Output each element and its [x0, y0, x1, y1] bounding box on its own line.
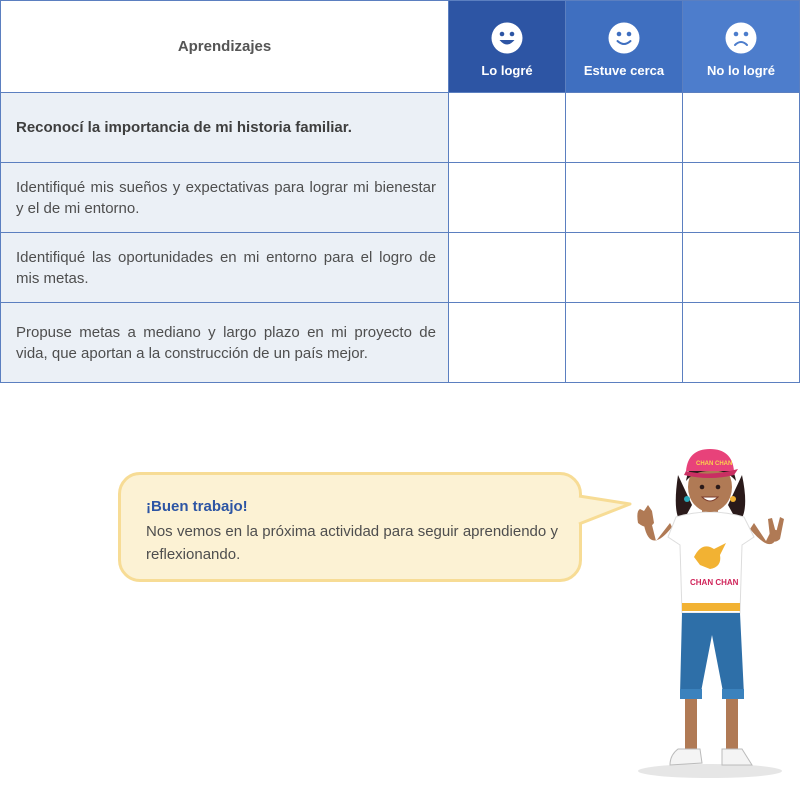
- table-row: [1, 93, 800, 163]
- check-cell-lo-logre[interactable]: [449, 303, 566, 383]
- cap-logo-text: CHAN CHAN: [696, 461, 733, 467]
- table-row: [1, 233, 800, 303]
- learning-item-text: Identifiqué las oportunidades en mi entorno para el logro de mis metas.: [1, 233, 449, 303]
- smile-big-icon: [490, 21, 524, 55]
- level-label: No lo logré: [707, 63, 775, 78]
- level-label: Estuve cerca: [583, 63, 665, 78]
- frown-icon: [724, 21, 758, 55]
- check-cell-no-lo-logre[interactable]: [683, 93, 800, 163]
- check-cell-estuve-cerca[interactable]: [566, 303, 683, 383]
- speech-bubble: [118, 472, 582, 582]
- check-cell-no-lo-logre[interactable]: [683, 163, 800, 233]
- learning-item-text: Reconocí la importancia de mi historia familiar.: [1, 93, 449, 163]
- check-cell-no-lo-logre[interactable]: [683, 303, 800, 383]
- check-cell-lo-logre[interactable]: [449, 233, 566, 303]
- bubble-text: Nos vemos en la próxima actividad para seguir aprendiendo y reflexionando.: [146, 523, 558, 563]
- header-no-lo-logre: [683, 1, 800, 93]
- table-row: [1, 163, 800, 233]
- shirt-logo-text: CHAN CHAN: [690, 578, 739, 587]
- check-cell-estuve-cerca[interactable]: [566, 163, 683, 233]
- check-cell-lo-logre[interactable]: [449, 93, 566, 163]
- check-cell-estuve-cerca[interactable]: [566, 233, 683, 303]
- table-row: [1, 303, 800, 383]
- header-estuve-cerca: [566, 1, 683, 93]
- level-label: Lo logré: [481, 63, 533, 78]
- smile-icon: [607, 21, 641, 55]
- check-cell-lo-logre[interactable]: [449, 163, 566, 233]
- bubble-title: ¡Buen trabajo!: [146, 498, 248, 515]
- check-cell-no-lo-logre[interactable]: [683, 233, 800, 303]
- girl-character-illustration: [630, 445, 790, 780]
- learning-item-text: Propuse metas a mediano y largo plazo en mi proyecto de vida, que aportan a la construcción de un país mejor.: [1, 303, 449, 383]
- header-lo-logre: [449, 1, 566, 93]
- header-aprendizajes: Aprendizajes: [1, 1, 449, 93]
- check-cell-estuve-cerca[interactable]: [566, 93, 683, 163]
- learning-item-text: Identifiqué mis sueños y expectativas para lograr mi bienestar y el de mi entorno.: [1, 163, 449, 233]
- self-evaluation-table: [0, 0, 800, 383]
- speech-bubble-tail: [576, 492, 632, 532]
- table-header-row: [1, 1, 800, 93]
